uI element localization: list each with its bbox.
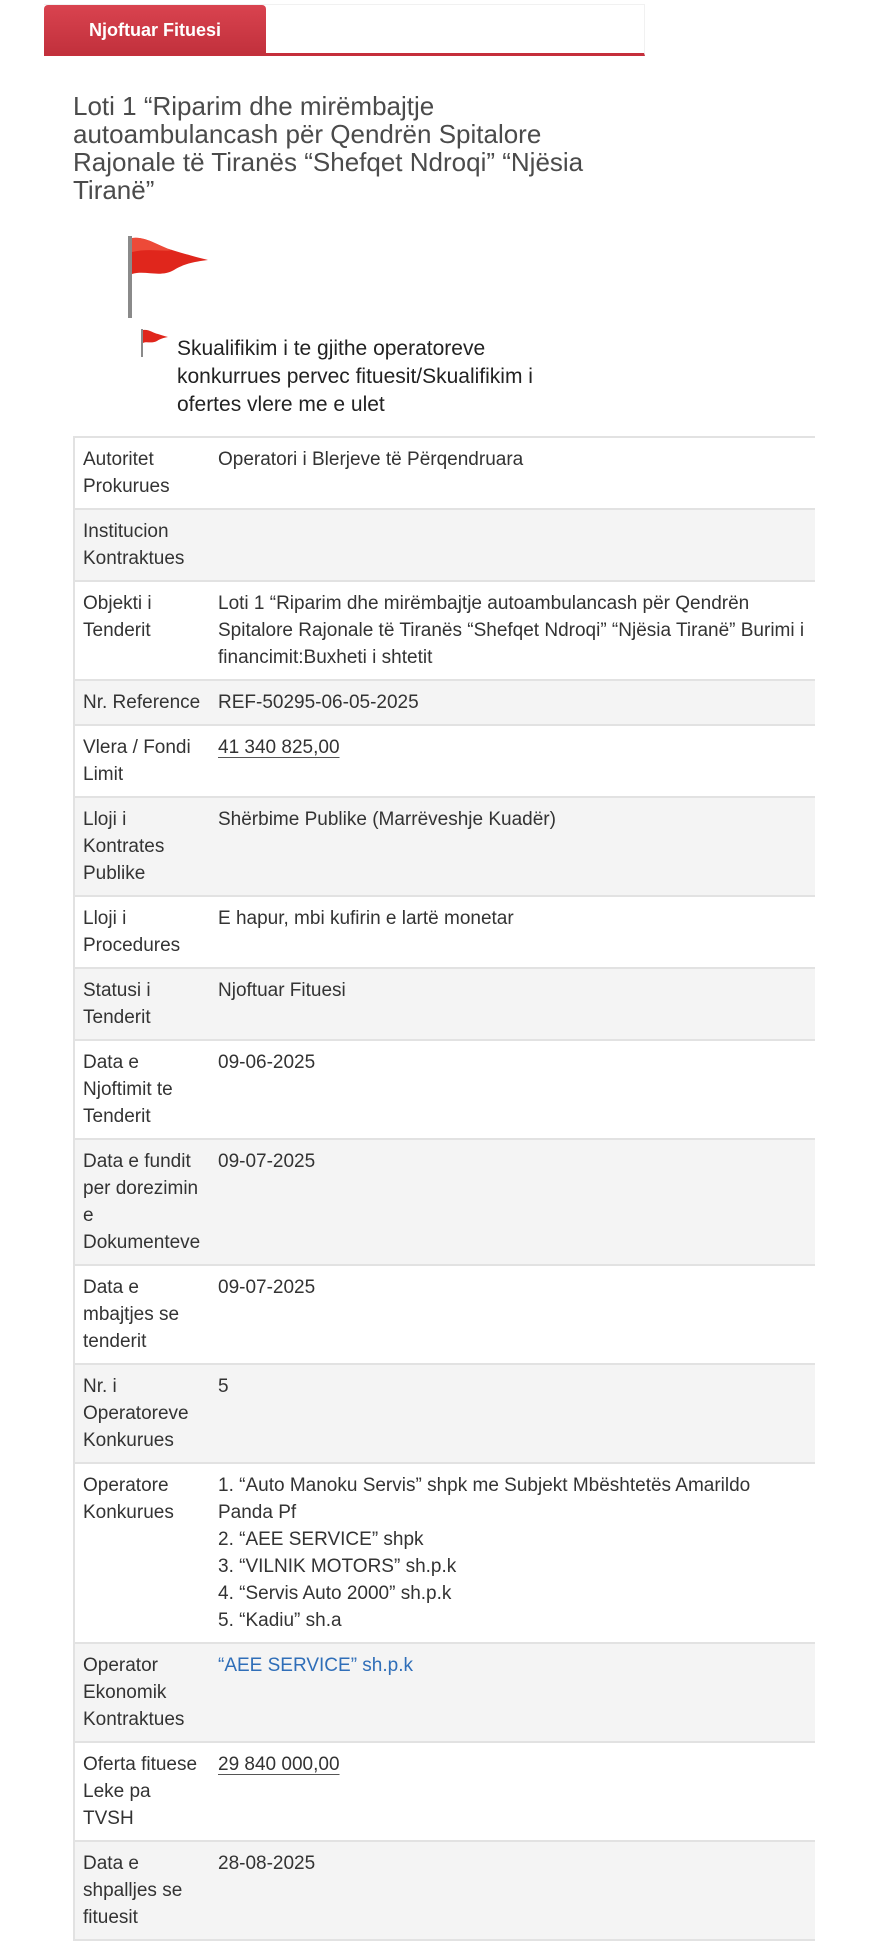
row-label: Vlera / Fondi Limit	[74, 725, 210, 797]
table-row	[74, 1463, 815, 1643]
status-note: Skualifikim i te gjithe operatoreve konkurrues pervec fituesit/Skualifikim i ofertes vlere me e ulet	[177, 337, 533, 416]
fund-limit-link[interactable]: 41 340 825,00	[218, 737, 340, 758]
red-flag-icon	[124, 234, 210, 320]
tab-njoftuar-fituesi[interactable]: Njoftuar Fituesi	[44, 5, 266, 55]
table-row	[74, 896, 815, 968]
list-item: 5. “Kadiu” sh.a	[218, 1610, 342, 1631]
row-value: Shërbime Publike (Marrëveshje Kuadër)	[210, 797, 815, 896]
table-row	[74, 1742, 815, 1841]
table-row	[74, 437, 815, 509]
row-value: Loti 1 “Riparim dhe mirëmbajtje autoambulancash për Qendrën Spitalore Rajonale të Tiranës “Shefqet Ndroqi” “Njësia Tiranë” Burimi i financimit:Buxheti i shtetit	[210, 581, 815, 680]
tender-details-table	[73, 436, 815, 1941]
table-row	[74, 725, 815, 797]
row-label: Oferta fituese Leke pa TVSH	[74, 1742, 210, 1841]
row-label: Nr. Reference	[74, 680, 210, 725]
row-label: Data e Njoftimit te Tenderit	[74, 1040, 210, 1139]
row-value: Operatori i Blerjeve të Përqendruara	[210, 437, 815, 509]
table-row	[74, 1643, 815, 1742]
table-row	[74, 1040, 815, 1139]
tab-bar	[44, 4, 645, 56]
row-label: Statusi i Tenderit	[74, 968, 210, 1040]
row-value: 09-07-2025	[210, 1265, 815, 1364]
row-label: Nr. i Operatoreve Konkurues	[74, 1364, 210, 1463]
row-value: 09-06-2025	[210, 1040, 815, 1139]
status-flag-icon	[139, 328, 169, 358]
row-value: 5	[210, 1364, 815, 1463]
row-value: REF-50295-06-05-2025	[210, 680, 815, 725]
row-label: Data e mbajtjes se tenderit	[74, 1265, 210, 1364]
table-row	[74, 1841, 815, 1940]
table-row	[74, 968, 815, 1040]
operators-list	[210, 1463, 815, 1643]
page-title: Loti 1 “Riparim dhe mirëmbajtje autoambulancash për Qendrën Spitalore Rajonale të Tiranës “Shefqet Ndroqi” “Njësia Tiranë”	[73, 91, 584, 205]
table-row	[74, 509, 815, 581]
row-label: Data e fundit per dorezimin e Dokumenteve	[74, 1139, 210, 1265]
contractor-link[interactable]: “AEE SERVICE” sh.p.k	[218, 1655, 413, 1676]
row-value	[210, 1742, 815, 1841]
row-label: Autoritet Prokurues	[74, 437, 210, 509]
row-value: Njoftuar Fituesi	[210, 968, 815, 1040]
row-label: Operatore Konkurues	[74, 1463, 210, 1643]
winning-offer-link[interactable]: 29 840 000,00	[218, 1754, 340, 1775]
row-label: Institucion Kontraktues	[74, 509, 210, 581]
row-label: Lloji i Kontrates Publike	[74, 797, 210, 896]
list-item: 1. “Auto Manoku Servis” shpk me Subjekt Mbështetës Amarildo Panda Pf	[218, 1475, 751, 1523]
list-item: 2. “AEE SERVICE” shpk	[218, 1529, 424, 1550]
table-row	[74, 1265, 815, 1364]
row-label: Objekti i Tenderit	[74, 581, 210, 680]
table-row	[74, 680, 815, 725]
row-value: 28-08-2025	[210, 1841, 815, 1940]
list-item: 3. “VILNIK MOTORS” sh.p.k	[218, 1556, 457, 1577]
table-row	[74, 1139, 815, 1265]
table-row	[74, 581, 815, 680]
list-item: 4. “Servis Auto 2000” sh.p.k	[218, 1583, 452, 1604]
row-label: Lloji i Procedures	[74, 896, 210, 968]
row-value	[210, 509, 815, 581]
row-label: Data e shpalljes se fituesit	[74, 1841, 210, 1940]
table-row	[74, 1364, 815, 1463]
row-value: E hapur, mbi kufirin e lartë monetar	[210, 896, 815, 968]
row-value	[210, 1643, 815, 1742]
row-label: Operator Ekonomik Kontraktues	[74, 1643, 210, 1742]
row-value	[210, 725, 815, 797]
table-row	[74, 797, 815, 896]
row-value: 09-07-2025	[210, 1139, 815, 1265]
